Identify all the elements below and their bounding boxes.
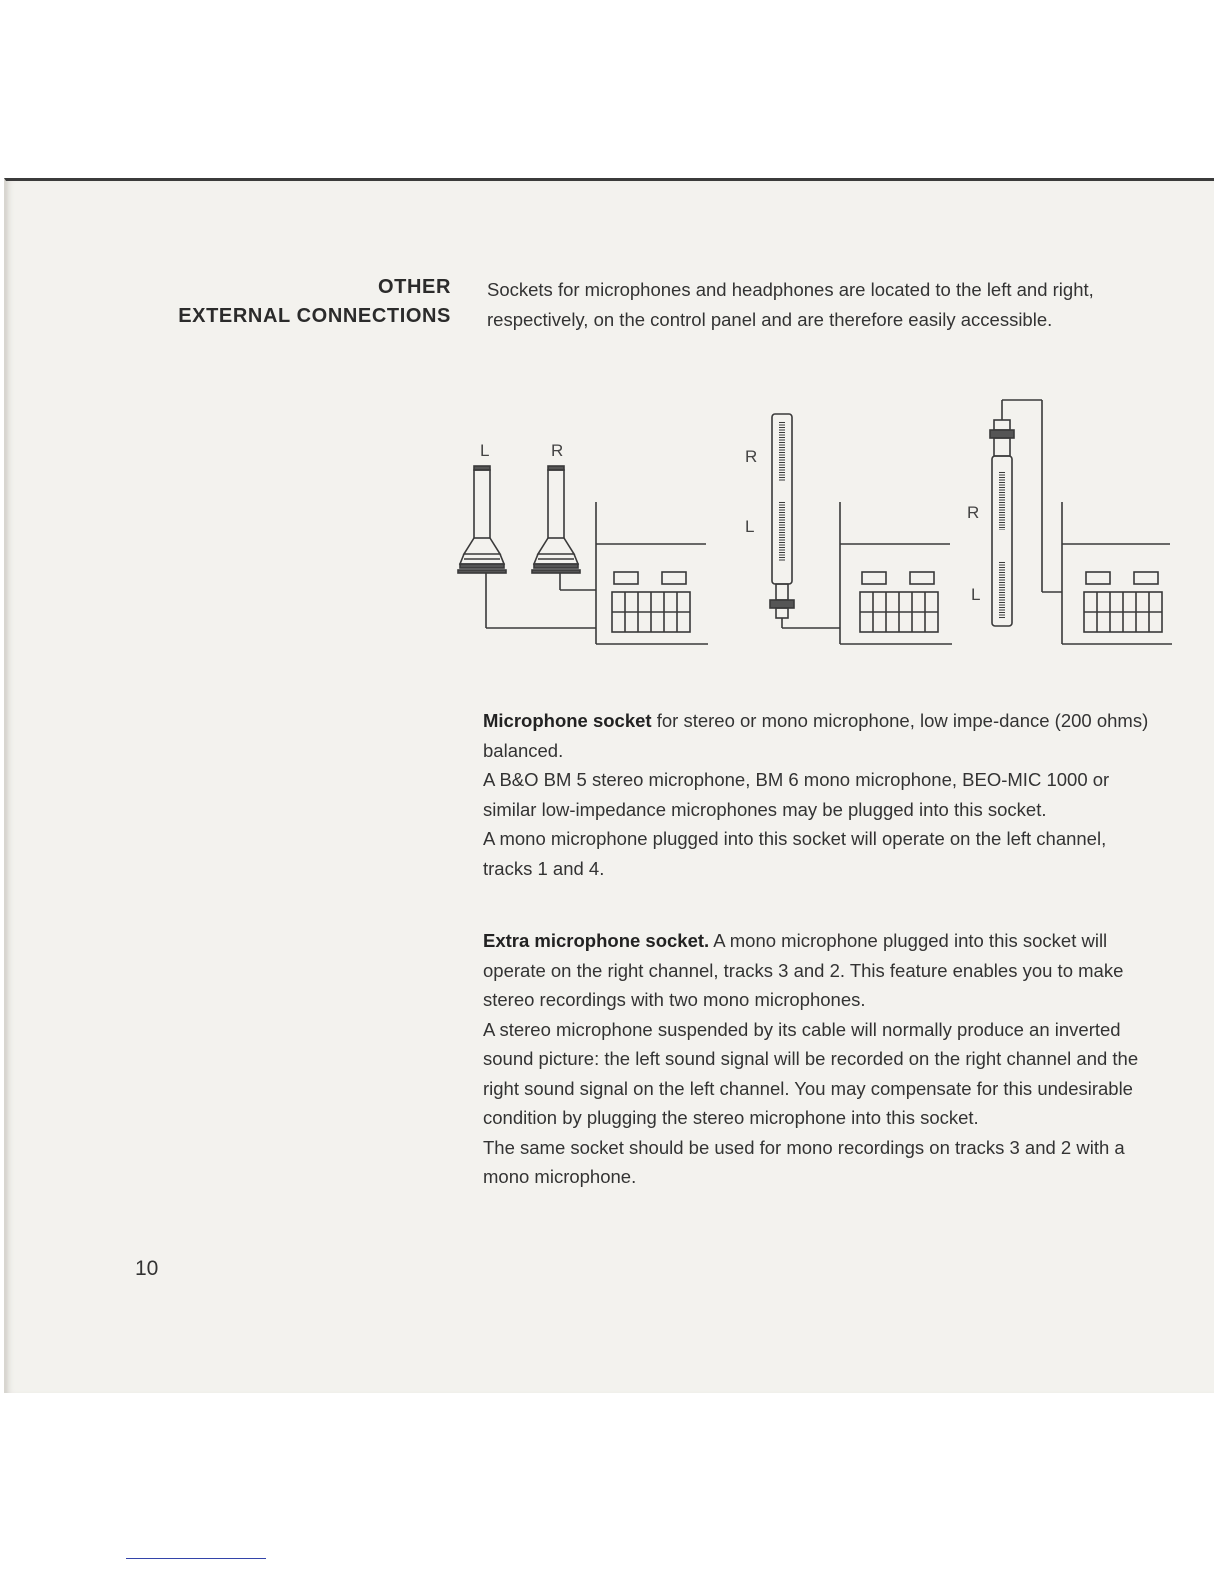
diagram-panel-1 [458, 441, 708, 644]
panel-3-label-bottom: L [971, 585, 981, 604]
microphone-socket-section [483, 706, 1153, 883]
panel-1-label-right: R [551, 441, 564, 460]
mic-term: Microphone socket [483, 710, 652, 731]
connection-diagram [440, 392, 1200, 654]
diagram-panel-3 [967, 400, 1172, 644]
footer-divider [126, 1558, 266, 1559]
extra-paragraph-1 [483, 926, 1153, 1015]
intro-paragraph [487, 275, 1157, 334]
mic-paragraph-1 [483, 706, 1153, 765]
extra-paragraph-2: A stereo microphone suspended by its cable will normally produce an inverted sound picture: the left sound signal will be recorded on the right channel and the right sound signal on the left channel. You may compensate for this undesirable condition by plugging the stereo microphone into this socket. [483, 1018, 1139, 1128]
extra-microphone-socket-section [483, 926, 1153, 1192]
mic-paragraph-1-text: for stereo or mono microphone, low impe-dance (200 ohms) balanced. [483, 710, 1149, 761]
panel-2-label-top: R [745, 447, 758, 466]
extra-paragraph-3: The same socket should be used for mono recordings on tracks 3 and 2 with a mono microphone. [483, 1136, 1125, 1187]
diagram-panel-2 [745, 414, 952, 644]
extra-term: Extra microphone socket. [483, 930, 710, 951]
panel-3-label-top: R [967, 503, 980, 522]
page-number: 10 [135, 1257, 159, 1280]
intro-text: Sockets for microphones and headphones are located to the left and right, respectively, on the control panel and are therefore easily accessible. [487, 279, 1094, 330]
mic-paragraph-3: A mono microphone plugged into this socket will operate on the left channel, tracks 1 and 4. [483, 828, 1107, 879]
heading-line-2: EXTERNAL CONNECTIONS [178, 305, 451, 327]
panel-2-label-bottom: L [745, 517, 755, 536]
panel-1-label-left: L [480, 441, 490, 460]
heading-line-1: OTHER [378, 276, 451, 298]
section-heading [91, 273, 451, 331]
mic-paragraph-2: A B&O BM 5 stereo microphone, BM 6 mono microphone, BEO-MIC 1000 or similar low-impedance microphones may be plugged into this socket. [483, 769, 1110, 820]
extra-paragraph-1-text: A mono microphone plugged into this socket will operate on the right channel, tracks 3 and 2. This feature enables you to make stereo recordings with two mono microphones. [483, 930, 1124, 1010]
